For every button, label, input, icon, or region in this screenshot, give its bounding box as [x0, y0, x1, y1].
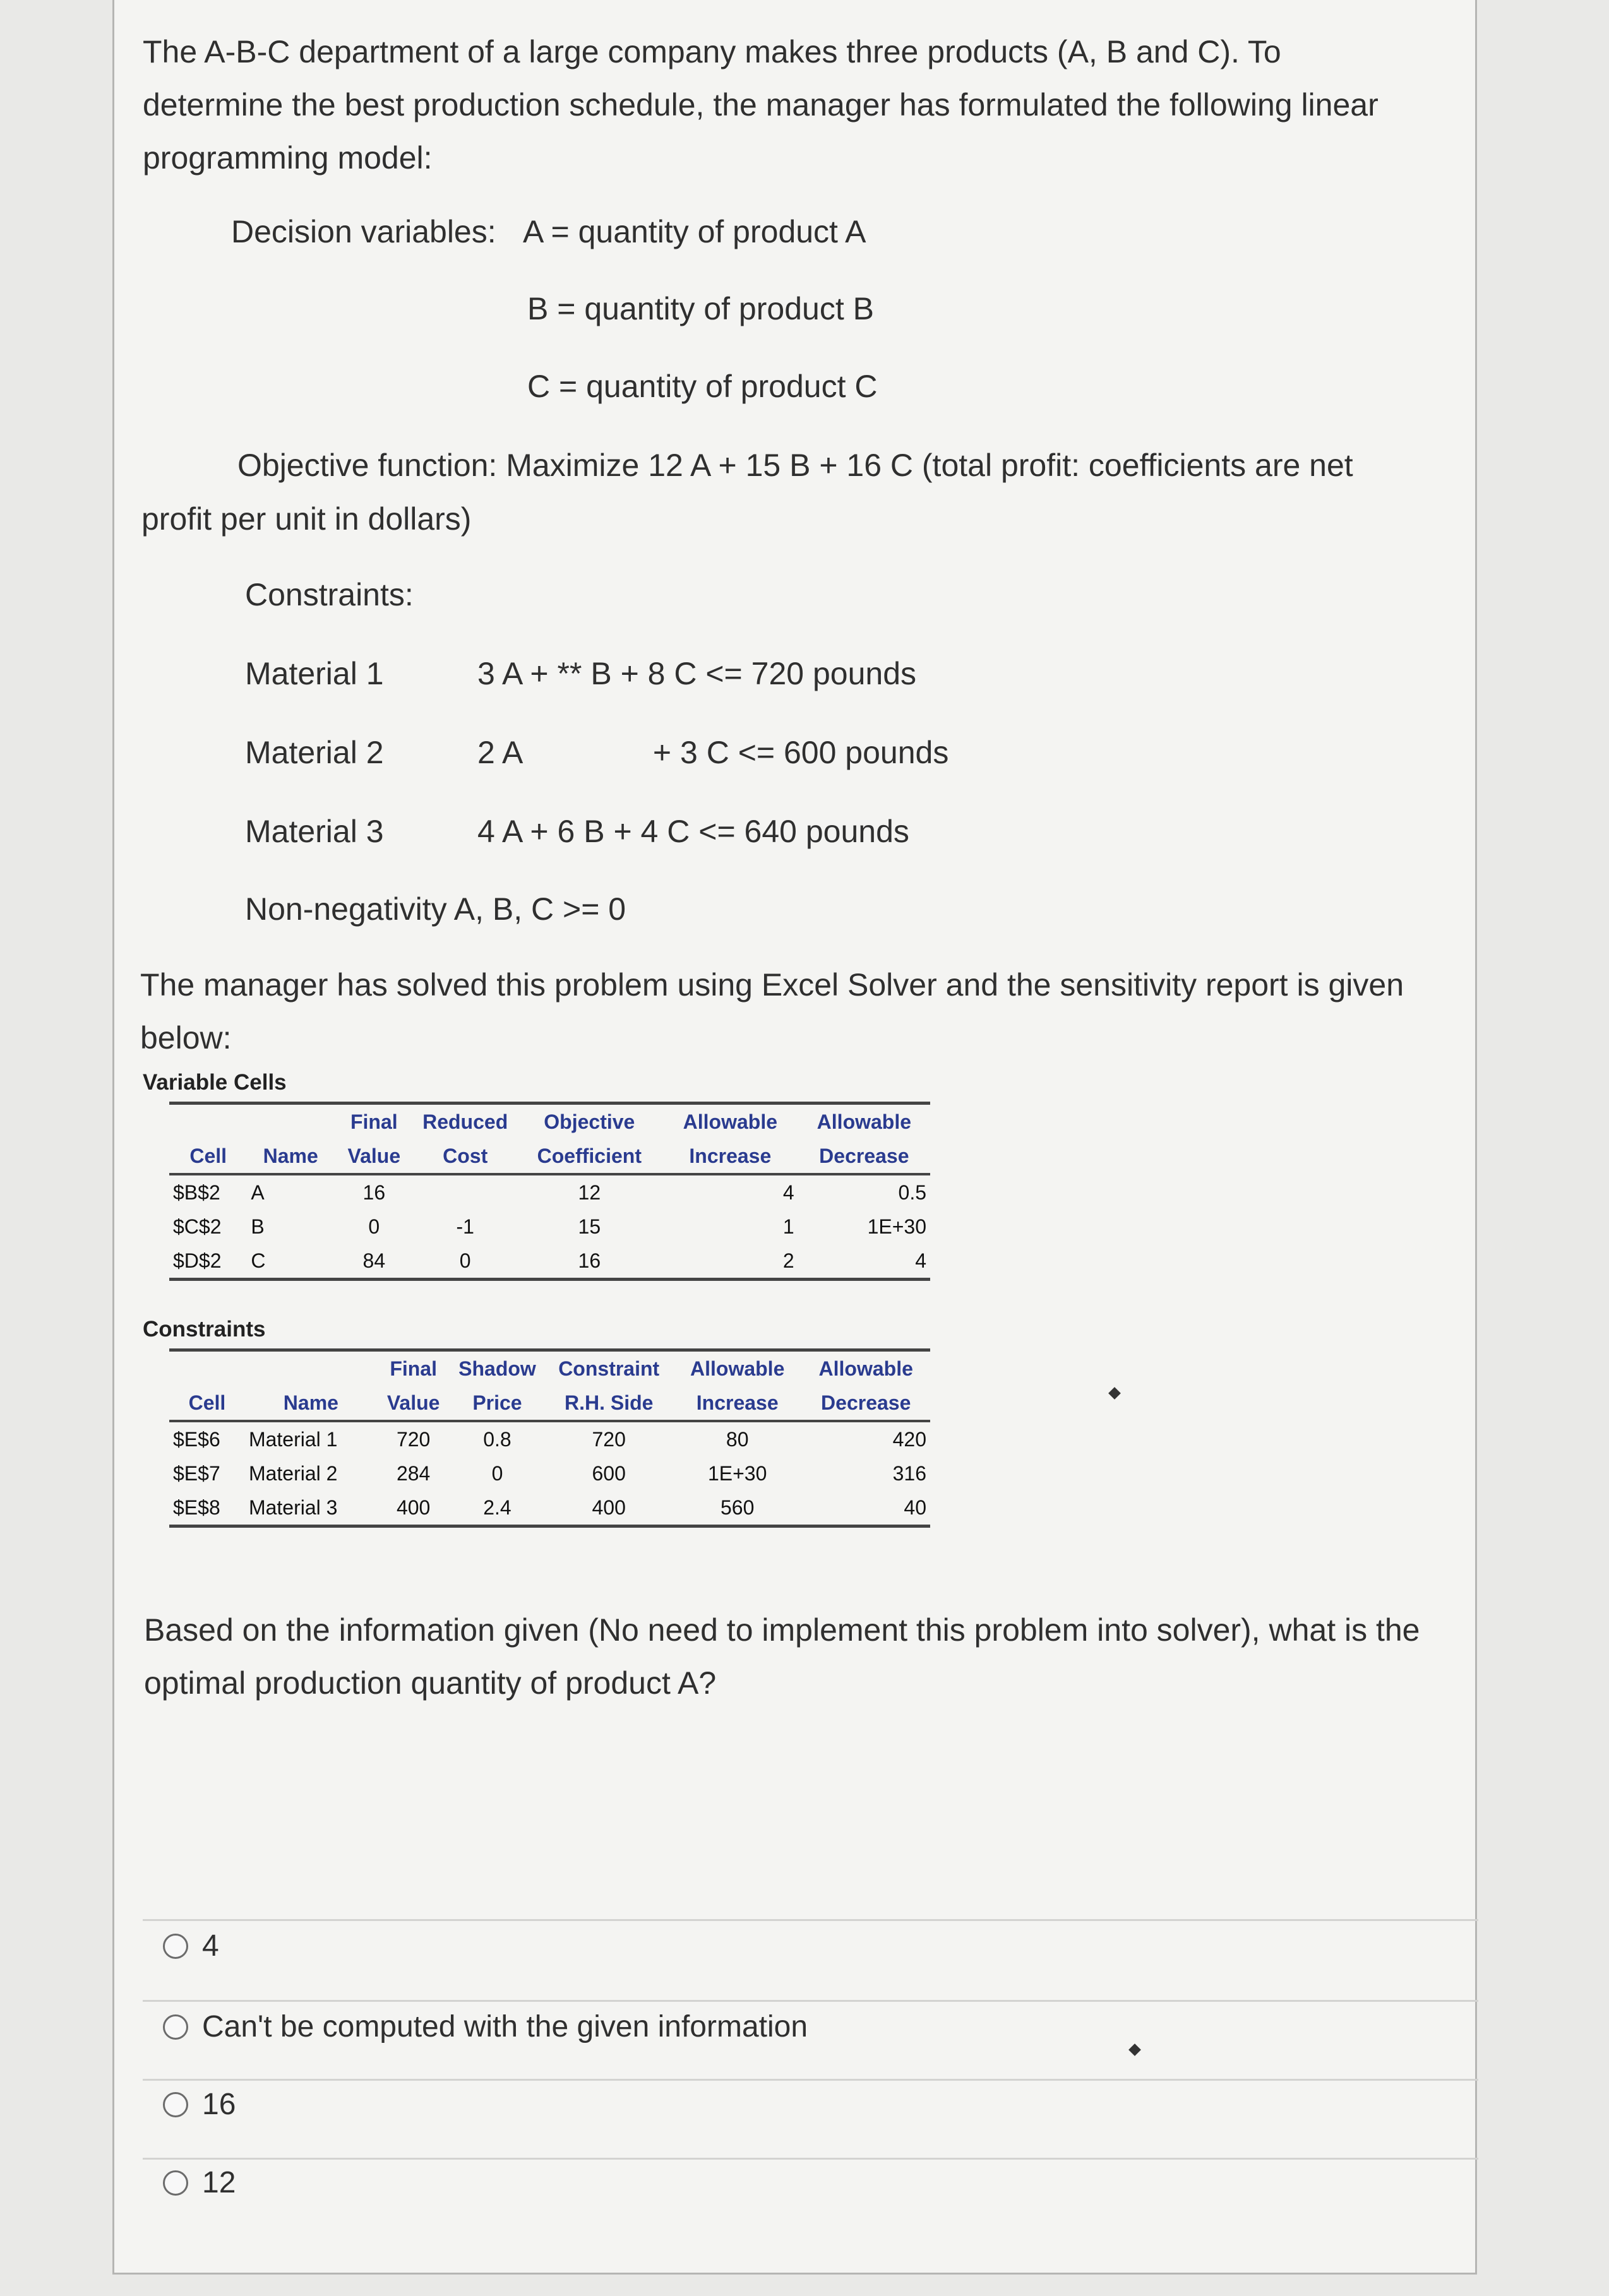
table-row: [169, 1490, 930, 1526]
table-cell: 720: [592, 1427, 626, 1451]
variable-cells-title: Variable Cells: [143, 1070, 287, 1095]
table-row: [169, 1174, 930, 1210]
constraints-table: [169, 1348, 930, 1528]
table-cell: 16: [517, 1244, 662, 1280]
table-header: Decrease: [801, 1386, 930, 1421]
table-header: Cost: [414, 1139, 517, 1174]
radio-button[interactable]: [163, 2092, 188, 2117]
objective-function: Objective function: Maximize 12 A + 15 B + 16 C (total profit: coefficients are net: [237, 448, 1353, 483]
table-cell: 40: [801, 1490, 930, 1526]
table-header: [247, 1103, 334, 1139]
table-cell: $C$2: [173, 1215, 222, 1238]
table-cell: 420: [892, 1427, 926, 1451]
table-header: Allowable: [798, 1103, 930, 1139]
table-header: Coefficient: [517, 1139, 662, 1174]
objective-function-cont: profit per unit in dollars): [141, 501, 472, 537]
table-cell: 84: [334, 1244, 414, 1280]
constraint-expression: 2 A + 3 C <= 600 pounds: [477, 735, 949, 770]
answer-option-label: 12: [202, 2166, 236, 2199]
table-cell: 560: [673, 1490, 802, 1526]
table-cell: 0.8: [483, 1427, 511, 1451]
solver-text: The manager has solved this problem using Excel Solver and the sensitivity report is given below:: [140, 967, 1404, 1056]
table-header: [169, 1103, 247, 1139]
table-cell: 0: [368, 1215, 380, 1238]
table-header: Allowable: [801, 1350, 930, 1386]
option-divider: [143, 2000, 1478, 2002]
table-cell: A: [251, 1181, 265, 1204]
table-header: Name: [247, 1139, 334, 1174]
table-header: [245, 1350, 377, 1386]
table-cell: 720: [396, 1427, 431, 1451]
table-cell: $D$2: [169, 1244, 247, 1280]
table-cell: 12: [578, 1181, 601, 1204]
constraint-expression: 4 A + 6 B + 4 C <= 640 pounds: [477, 814, 909, 849]
table-cell: 400: [544, 1490, 673, 1526]
table-row: [169, 1244, 930, 1280]
table-row: [169, 1421, 930, 1456]
table-header: Increase: [662, 1139, 798, 1174]
table-header: Value: [377, 1386, 450, 1421]
table-cell: 316: [892, 1461, 926, 1485]
table-cell: 0: [414, 1244, 517, 1280]
constraint-name: Material 1: [245, 656, 384, 691]
table-cell: 4: [782, 1181, 794, 1204]
radio-button[interactable]: [163, 2170, 188, 2196]
table-cell: $B$2: [173, 1181, 220, 1204]
table-cell: 1: [782, 1215, 794, 1238]
table-cell: 1E+30: [707, 1461, 767, 1485]
decision-variable-b: B = quantity of product B: [527, 291, 874, 326]
table-cell: Material 3: [245, 1490, 377, 1526]
table-header: R.H. Side: [544, 1386, 673, 1421]
table-header: Reduced: [414, 1103, 517, 1139]
table-cell: Material 2: [248, 1461, 338, 1485]
table-header: Allowable: [662, 1103, 798, 1139]
answer-option-label: 4: [202, 1929, 219, 1963]
table-header: Value: [334, 1139, 414, 1174]
table-header: [169, 1350, 245, 1386]
answer-option-label: Can't be computed with the given information: [202, 2010, 808, 2043]
intro-text: The A-B-C department of a large company makes three products (A, B and C). To determine the best production schedule, the manager has formulated the following linear programming model:: [143, 34, 1379, 175]
radio-button[interactable]: [163, 2014, 188, 2040]
table-cell: C: [247, 1244, 334, 1280]
variable-cells-table: [169, 1102, 930, 1281]
table-header: Cell: [169, 1139, 247, 1174]
table-header: Objective: [517, 1103, 662, 1139]
radio-button[interactable]: [163, 1934, 188, 1959]
constraints-label: Constraints:: [245, 577, 414, 612]
table-cell: Material 1: [248, 1427, 338, 1451]
table-cell: 2: [662, 1244, 798, 1280]
constraint-expression: 3 A + ** B + 8 C <= 720 pounds: [477, 656, 916, 691]
table-header: Allowable: [673, 1350, 802, 1386]
table-cell: $E$7: [173, 1461, 220, 1485]
table-header: Final: [377, 1350, 450, 1386]
option-divider: [143, 1919, 1478, 1921]
answer-option[interactable]: [163, 1929, 219, 1963]
table-cell: 0.5: [898, 1181, 926, 1204]
table-cell: 0: [491, 1461, 503, 1485]
table-cell: 400: [377, 1490, 450, 1526]
table-header: Name: [245, 1386, 377, 1421]
table-header: Constraint: [544, 1350, 673, 1386]
table-cell: $E$6: [173, 1427, 220, 1451]
decision-variable-a: A = quantity of product A: [523, 214, 866, 249]
table-header: Cell: [169, 1386, 245, 1421]
table-cell: 16: [362, 1181, 386, 1204]
constraint-name: Material 3: [245, 814, 384, 849]
table-header: Shadow: [450, 1350, 544, 1386]
table-cell: B: [251, 1215, 265, 1238]
table-cell: $E$8: [169, 1490, 245, 1526]
table-cell: [414, 1174, 517, 1210]
table-header: Price: [450, 1386, 544, 1421]
option-divider: [143, 2079, 1478, 2081]
table-cell: 2.4: [450, 1490, 544, 1526]
table-cell: 284: [396, 1461, 431, 1485]
decision-variable-c: C = quantity of product C: [527, 369, 878, 404]
table-header: Increase: [673, 1386, 802, 1421]
table-cell: -1: [456, 1215, 474, 1238]
answer-option[interactable]: [163, 2087, 236, 2122]
table-cell: 4: [798, 1244, 930, 1280]
question-prompt: Based on the information given (No need to implement this problem into solver), what is the optimal production quantity of product A?: [144, 1612, 1420, 1701]
answer-option[interactable]: [163, 2165, 236, 2200]
table-header: Decrease: [798, 1139, 930, 1174]
table-cell: 15: [578, 1215, 601, 1238]
constraint-name: Material 2: [245, 735, 384, 770]
table-row: [169, 1210, 930, 1244]
table-cell: 600: [592, 1461, 626, 1485]
option-divider: [143, 2158, 1478, 2160]
table-header: Final: [334, 1103, 414, 1139]
table-cell: 1E+30: [867, 1215, 926, 1238]
answer-option[interactable]: [163, 2009, 808, 2044]
non-negativity: Non-negativity A, B, C >= 0: [245, 891, 626, 927]
answer-option-label: 16: [202, 2088, 236, 2121]
constraints-table-title: Constraints: [143, 1317, 266, 1341]
table-row: [169, 1456, 930, 1490]
table-cell: 80: [726, 1427, 749, 1451]
decision-variables-label: Decision variables:: [231, 214, 496, 249]
